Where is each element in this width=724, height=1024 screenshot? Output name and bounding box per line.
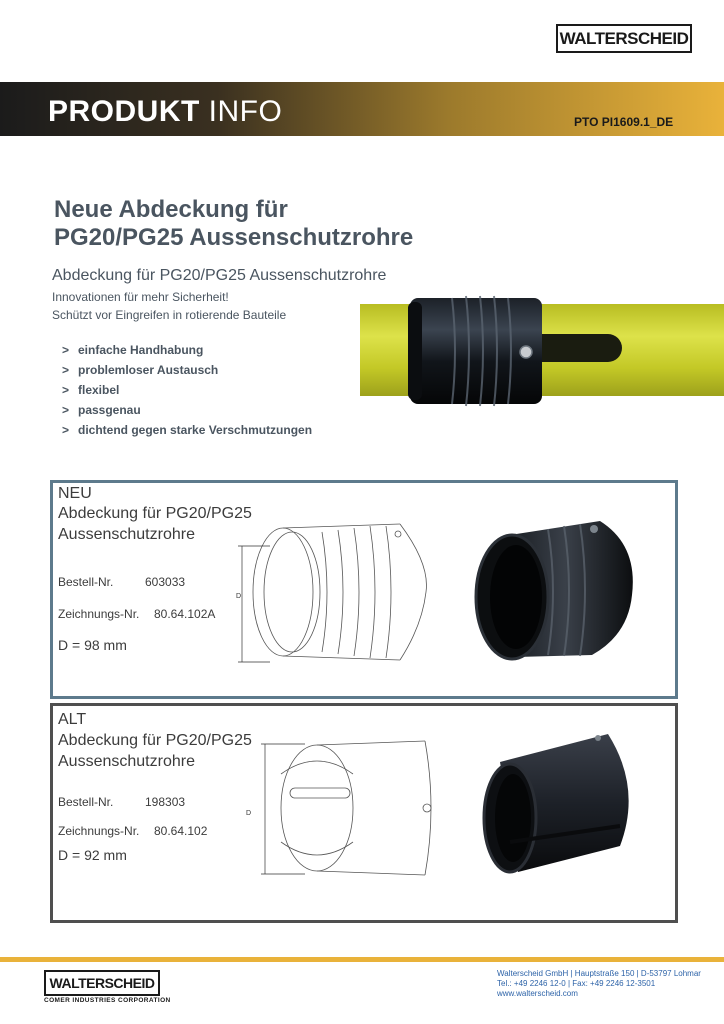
footer-logo-sub: COMER INDUSTRIES CORPORATION: [44, 997, 171, 1004]
bullet-marker: >: [62, 423, 70, 437]
footer-logo: [44, 970, 160, 996]
banner-title: [48, 95, 282, 129]
new-order-number: 603033: [145, 575, 186, 589]
page-title: [54, 196, 413, 252]
old-drawing-label: Zeichnungs-Nr.: [58, 824, 140, 838]
footer-divider: [0, 957, 724, 962]
new-drawing-label: Zeichnungs-Nr.: [58, 607, 140, 621]
page-title-line2: PG20/PG25 Aussenschutzrohre: [54, 224, 414, 251]
new-dimension-letter: D: [236, 593, 242, 600]
footer-address: Walterscheid GmbH | Hauptstraße 150 | D-53797 Lohmar: [497, 969, 701, 978]
feature-item: [62, 420, 312, 440]
banner-title-bold: PRODUKT: [48, 95, 200, 128]
feature-item: [62, 400, 312, 420]
old-part-name-line2: Aussenschutzrohre: [58, 753, 195, 770]
old-order-number: 198303: [145, 795, 186, 809]
old-dimension-letter: D: [246, 810, 252, 817]
new-diameter: D = 98 mm: [58, 637, 127, 653]
old-part-name-line1: Abdeckung für PG20/PG25: [58, 732, 252, 749]
footer-phone: Tel.: +49 2246 12-0 | Fax: +49 2246 12-3501: [497, 979, 656, 988]
old-part-tag: ALT: [58, 711, 87, 728]
new-part-name-line2: Aussenschutzrohre: [58, 526, 195, 543]
old-order-label: Bestell-Nr.: [58, 795, 114, 809]
bullet-marker: >: [62, 383, 70, 397]
new-part-tag: NEU: [58, 485, 92, 502]
feature-list: [62, 340, 312, 440]
bullet-marker: >: [62, 403, 70, 417]
feature-text: passgenau: [78, 403, 141, 417]
old-part-photo: [470, 728, 645, 878]
page-subtitle: Abdeckung für PG20/PG25 Aussenschutzrohre: [52, 267, 387, 284]
new-drawing-number: 80.64.102A: [154, 607, 216, 621]
lead-text-1: Innovationen für mehr Sicherheit!: [52, 290, 229, 304]
new-part-drawing: [230, 520, 445, 666]
footer-logo-text: WALTERSCHEID: [49, 975, 155, 991]
new-order-label: Bestell-Nr.: [58, 575, 114, 589]
feature-text: problemloser Austausch: [78, 363, 219, 377]
old-diameter: D = 92 mm: [58, 847, 127, 863]
header-logo-text: WALTERSCHEID: [559, 28, 689, 48]
feature-text: einfache Handhabung: [78, 343, 204, 357]
old-drawing-number: 80.64.102: [154, 824, 208, 838]
product-photo-tube: [360, 292, 724, 408]
banner-title-light: INFO: [199, 95, 283, 128]
bullet-marker: >: [62, 343, 70, 357]
bullet-marker: >: [62, 363, 70, 377]
feature-text: dichtend gegen starke Verschmutzungen: [78, 423, 313, 437]
document-code: PTO PI1609.1_DE: [574, 115, 674, 129]
feature-text: flexibel: [78, 383, 120, 397]
feature-item: [62, 380, 312, 400]
feature-item: [62, 340, 312, 360]
feature-item: [62, 360, 312, 380]
new-part-photo: [470, 515, 640, 665]
old-part-drawing: [255, 738, 445, 878]
new-part-name-line1: Abdeckung für PG20/PG25: [58, 505, 252, 522]
page-title-line1: Neue Abdeckung für: [54, 196, 288, 223]
footer-web-link[interactable]: www.walterscheid.com: [497, 989, 578, 998]
header-logo: [556, 24, 692, 53]
lead-text-2: Schützt vor Eingreifen in rotierende Bauteile: [52, 308, 287, 322]
